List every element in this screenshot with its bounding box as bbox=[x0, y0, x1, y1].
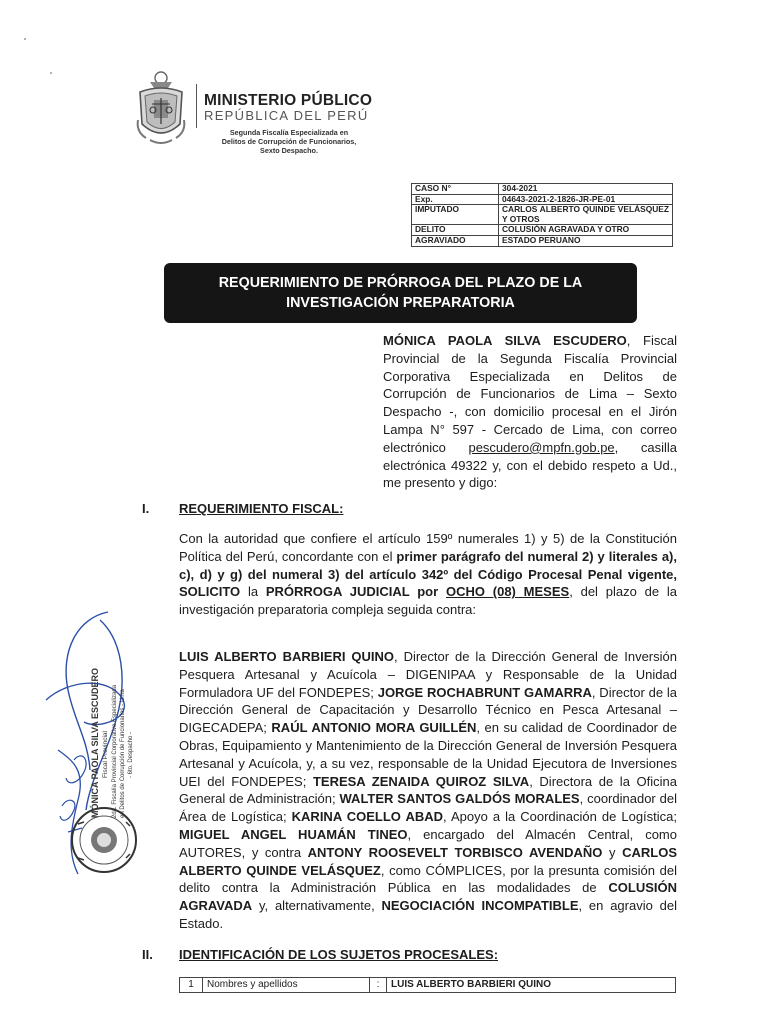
para-text: la bbox=[240, 584, 266, 600]
para-bold: primer parágrafo del numeral 2) y literales a), c), d) y g) del numeral 3) del artículo 342º del Código Procesal Penal vigente, SOLICITO bbox=[179, 548, 677, 600]
para-bold-underlined: OCHO (08) MESES bbox=[445, 584, 570, 600]
stamp-vertical-text bbox=[88, 668, 158, 818]
para-text: , Directora de la Oficina General de Administración; bbox=[179, 773, 677, 807]
scan-speck bbox=[50, 72, 52, 74]
field-value: LUIS ALBERTO BARBIERI QUINO bbox=[387, 978, 676, 993]
section-number: I. bbox=[142, 501, 150, 516]
defendant-name: CARLOS ALBERTO QUINDE VELÁSQUEZ bbox=[179, 844, 677, 878]
para-text: Con la autoridad que confiere el artículo 159º numerales 1) y 5) de la Constitución Política del Perú, concordante con el bbox=[179, 531, 677, 564]
defendants-paragraph bbox=[179, 648, 677, 933]
department-name bbox=[204, 128, 374, 155]
case-label: IMPUTADO bbox=[412, 205, 499, 225]
heading-colon: : bbox=[339, 501, 344, 516]
defendant-name: NEGOCIACIÓN INCOMPATIBLE bbox=[381, 898, 579, 914]
para-text: y, alternativamente, bbox=[252, 898, 382, 914]
case-label: DELITO bbox=[412, 225, 499, 236]
department-line: Sexto Despacho. bbox=[260, 146, 318, 155]
defendant-name: TERESA ZENAIDA QUIROZ SILVA bbox=[312, 773, 530, 789]
section-number: II. bbox=[142, 947, 153, 962]
para-text: , en su calidad de Coordinador de Obras, Equipamiento y Mantenimiento de la Dirección General de Inversión Pesquera Artesanal y Acuícola, y, a su vez, responsable de la Unidad Ejecutora de Inversiones UEI del FONDEPES; bbox=[179, 720, 677, 789]
defendant-name: RAÚL ANTONIO MORA GUILLÉN bbox=[271, 720, 477, 736]
para-text: , Director de la Dirección General de Inversión Pesquera Artesanal y Acuícola – DIGENIPAA y Responsable de la Unidad Formuladora UF del FONDEPES; bbox=[179, 649, 677, 700]
row-number: 1 bbox=[180, 978, 203, 993]
para-text bbox=[438, 584, 446, 599]
section-heading bbox=[179, 501, 343, 516]
scan-speck bbox=[24, 38, 26, 40]
stamp-line: 2da. Fiscalía Provincial Corporativa Especializada bbox=[112, 684, 118, 818]
heading-colon: : bbox=[493, 947, 499, 962]
defendant-name: KARINA COELLO ABAD bbox=[291, 809, 444, 825]
table-row bbox=[412, 205, 673, 225]
table-row bbox=[412, 225, 673, 236]
stamp-line: - 6to. Despacho - bbox=[128, 731, 134, 778]
stamp-line: MÓNICA PAOLA SILVA ESCUDERO bbox=[90, 668, 100, 818]
para-text: y bbox=[602, 844, 623, 860]
section-heading bbox=[179, 947, 498, 962]
para-text: , Apoyo a la Coordinación de Logística; bbox=[443, 809, 678, 825]
intro-paragraph bbox=[383, 332, 677, 492]
para-text: , Director de la Dirección General de Capacitación y Desarrollo Técnico en Pesca Artesanal – DIGECADEPA; bbox=[179, 684, 677, 736]
defendant-name: WALTER SANTOS GALDÓS MORALES bbox=[339, 791, 580, 807]
case-value: 04643-2021-2-1826-JR-PE-01 bbox=[499, 194, 673, 205]
defendant-name: MIGUEL ANGEL HUAMÁN TINEO bbox=[179, 826, 408, 842]
defendant-name: LUIS ALBERTO BARBIERI QUINO bbox=[179, 649, 395, 664]
ministerio-publico-crest-logo bbox=[132, 68, 190, 150]
stamp-line: Fiscal Provincial bbox=[102, 731, 109, 778]
header-divider bbox=[196, 84, 197, 128]
field-separator: : bbox=[370, 978, 387, 993]
defendant-name: JORGE ROCHABRUNT GAMARRA bbox=[377, 684, 592, 700]
para-text: , en agravio del Estado. bbox=[179, 898, 677, 931]
department-line: Delitos de Corrupción de Funcionarios, bbox=[221, 137, 357, 146]
email-link[interactable]: pescudero@mpfn.gob.pe bbox=[468, 439, 615, 455]
document-title-banner bbox=[164, 263, 637, 323]
section-heading-text: IDENTIFICACIÓN DE LOS SUJETOS PROCESALES bbox=[179, 947, 494, 962]
case-value: ESTADO PERUANO bbox=[499, 235, 673, 246]
defendant-name: ANTONY ROOSEVELT TORBISCO AVENDAÑO bbox=[307, 844, 603, 860]
stamp-line: en Delitos de Corrupción de Funcionarios - Lima bbox=[120, 689, 126, 818]
requirement-paragraph bbox=[179, 530, 677, 619]
section-heading-text: REQUERIMIENTO FISCAL bbox=[179, 501, 340, 516]
case-label: CASO N° bbox=[412, 184, 499, 195]
case-info-table bbox=[411, 183, 673, 247]
case-value: 304-2021 bbox=[499, 184, 673, 195]
subjects-table bbox=[179, 977, 676, 993]
intro-text: , Fiscal Provincial de la Segunda Fiscalía Provincial Corporativa Especializada en Delitos de Corrupción de Funcionarios de Lima – Sexto Despacho -, con domicilio procesal en el Jirón Lampa N° 597 - Cercado de Lima, con correo electrónico bbox=[383, 333, 678, 455]
department-line: Segunda Fiscalía Especializada en bbox=[229, 128, 349, 137]
para-text: , del plazo de la investigación preparatoria compleja seguida contra: bbox=[179, 584, 677, 618]
case-label: Exp. bbox=[412, 194, 499, 205]
defendant-name: COLUSIÓN AGRAVADA bbox=[179, 880, 677, 914]
field-label: Nombres y apellidos bbox=[203, 978, 370, 993]
para-bold: PRÓRROGA JUDICIAL por bbox=[265, 584, 439, 600]
title-line: REQUERIMIENTO DE PRÓRROGA DEL PLAZO DE LA bbox=[218, 275, 583, 291]
prosecutor-name: MÓNICA PAOLA SILVA ESCUDERO bbox=[383, 333, 627, 348]
org-subtitle: REPÚBLICA DEL PERÚ bbox=[204, 108, 369, 123]
case-value: COLUSIÓN AGRAVADA Y OTRO bbox=[499, 225, 673, 236]
case-value: CARLOS ALBERTO QUINDE VELÁSQUEZ Y OTROS bbox=[499, 205, 673, 225]
table-row bbox=[412, 235, 673, 246]
org-title: MINISTERIO PÚBLICO bbox=[204, 92, 373, 109]
case-label: AGRAVIADO bbox=[412, 235, 499, 246]
para-text: , coordinador del Área de Logística; bbox=[179, 791, 677, 825]
intro-text: , casilla electrónica 49322 y, con el debido respeto a Ud., me presento y digo: bbox=[383, 439, 677, 491]
title-line: INVESTIGACIÓN PREPARATORIA bbox=[286, 295, 515, 311]
table-row bbox=[412, 184, 673, 195]
para-text: , encargado del Almacén Central, como AUTORES, y contra bbox=[179, 826, 677, 860]
table-row bbox=[180, 978, 676, 993]
para-text: , como CÓMPLICES, por la presunta comisión del delito contra la Administración Pública en las modalidades de bbox=[179, 862, 677, 896]
